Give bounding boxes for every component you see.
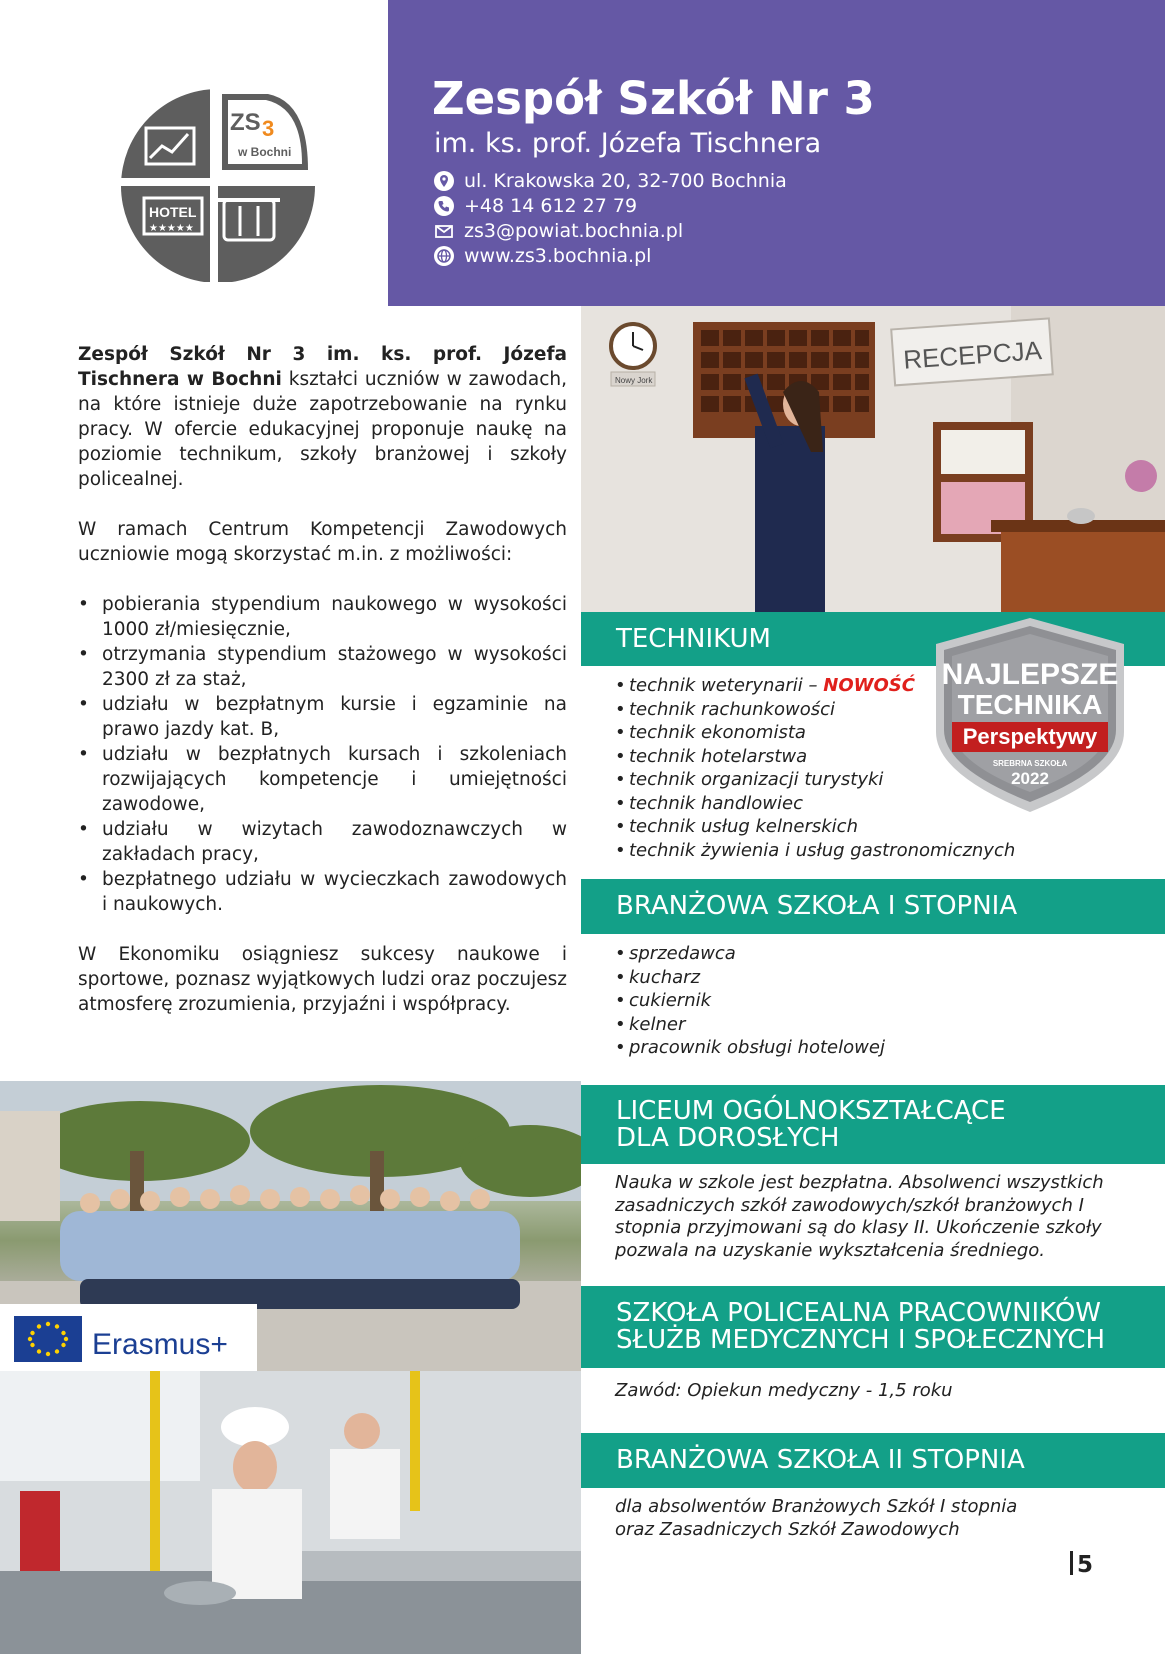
liceum-description: Nauka w szkole jest bezpłatna. Absolwenci wszystkich zasadniczych szkół zawodowych/szkół branżowych I stopnia przyjmowani są do klasy II. Ukończenie szkoły pozwala na uzyskanie wykształcenia średniego. <box>615 1172 1104 1261</box>
course-first: technik weterynarii – <box>629 675 824 696</box>
list-item: • cukiernik <box>615 989 885 1013</box>
policealna-heading-line2: SŁUŻB MEDYCZNYCH I SPOŁECZNYCH <box>616 1325 1106 1355</box>
liceum-heading-line1: LICEUM OGÓLNOKSZTAŁCĄCE <box>616 1095 1006 1126</box>
phone-text[interactable]: +48 14 612 27 79 <box>464 194 638 217</box>
contact-email <box>434 218 787 243</box>
list-item: • kelner <box>615 1013 885 1037</box>
globe-icon <box>434 246 454 266</box>
kitchen-photo <box>0 1371 581 1654</box>
branzowa-2-line1: dla absolwentów Branżowych Szkół I stopnia <box>615 1496 1018 1517</box>
list-item: • technik handlowiec <box>615 792 1015 816</box>
branzowa-1-heading: BRANŻOWA SZKOŁA I STOPNIA <box>581 879 1165 934</box>
technikum-heading: TECHNIKUM <box>581 612 1165 666</box>
list-item: • udziału w wizytach zawodoznawczych w zakładach pracy, <box>78 817 567 867</box>
new-badge: NOWOŚĆ <box>823 675 915 696</box>
logo-mark-number: 3 <box>262 116 275 141</box>
intro-closing: W Ekonomiku osiągniesz sukcesy naukowe i sportowe, poznasz wyjątkowych ludzi oraz poczujesz atmosferę zrozumienia, przyjaźni i współpracy. <box>78 944 567 1015</box>
envelope-icon <box>434 221 454 241</box>
contact-list <box>434 168 787 268</box>
reception-sign: RECEPCJA <box>902 335 1043 375</box>
benefits-list <box>78 592 567 917</box>
school-patron: im. ks. prof. Józefa Tischnera <box>434 128 822 159</box>
location-pin-icon <box>434 171 454 191</box>
erasmus-label: Erasmus+ <box>92 1328 228 1361</box>
policealna-description: Zawód: Opiekun medyczny - 1,5 roku <box>615 1380 953 1401</box>
badge-brand: Perspektywy <box>962 724 1098 749</box>
badge-year: 2022 <box>1011 769 1049 788</box>
clock-label: Nowy Jork <box>615 376 653 385</box>
list-item: • technik organizacji turystyki <box>615 768 1015 792</box>
kitchen-illustration <box>0 1371 581 1654</box>
intro-text <box>78 342 567 1042</box>
hotel-icon <box>144 198 202 234</box>
hotel-label: HOTEL <box>149 204 197 220</box>
list-item: • otrzymania stypendium stażowego w wysokości 2300 zł za staż, <box>78 642 567 692</box>
contact-website <box>434 243 787 268</box>
hotel-stars: ★★★★★ <box>149 223 194 234</box>
list-item: • technik żywienia i usług gastronomicznych <box>615 839 1015 863</box>
branzowa-2-heading: BRANŻOWA SZKOŁA II STOPNIA <box>581 1433 1165 1488</box>
policealna-heading <box>581 1286 1165 1368</box>
list-item: • pracownik obsługi hotelowej <box>615 1036 885 1060</box>
page-number-bar <box>1070 1551 1073 1575</box>
list-item: • technik ekonomista <box>615 721 1015 745</box>
list-item: • sprzedawca <box>615 942 885 966</box>
reception-photo <box>581 306 1165 612</box>
reception-illustration <box>581 306 1165 612</box>
email-link[interactable]: zs3@powiat.bochnia.pl <box>464 219 684 242</box>
branzowa-2-description <box>615 1496 1135 1541</box>
list-item: • technik usług kelnerskich <box>615 815 1015 839</box>
badge-line2: TECHNIKA <box>957 689 1103 720</box>
page-number-value: 5 <box>1077 1552 1094 1578</box>
school-logo <box>118 86 318 282</box>
eu-flag-icon <box>0 1304 257 1374</box>
website-link[interactable]: www.zs3.bochnia.pl <box>464 244 652 267</box>
policealna-heading-line1: SZKOŁA POLICEALNA PRACOWNIKÓW <box>616 1298 1101 1328</box>
list-item: • technik rachunkowości <box>615 698 1015 722</box>
liceum-heading-line2: DLA DOROSŁYCH <box>616 1122 840 1153</box>
list-item: • pobierania stypendium naukowego w wysokości 1000 zł/miesięcznie, <box>78 592 567 642</box>
contact-phone <box>434 193 787 218</box>
intro-ckz: W ramach Centrum Kompetencji Zawodowych uczniowie mogą skorzystać m.in. z możliwości: <box>78 519 567 565</box>
liceum-heading <box>581 1085 1165 1164</box>
list-item: • udziału w bezpłatnym kursie i egzaminie na prawo jazdy kat. B, <box>78 692 567 742</box>
school-name: Zespół Szkół Nr 3 <box>432 72 875 125</box>
list-item: • technik hotelarstwa <box>615 745 1015 769</box>
intro-lead <box>78 342 567 492</box>
intro-lead-bold: Zespół Szkół Nr 3 im. ks. prof. Józefa Tischnera w Bochni <box>78 344 567 390</box>
address-text: ul. Krakowska 20, 32-700 Bochnia <box>464 169 787 192</box>
branzowa-1-course-list <box>615 942 885 1060</box>
logo-location: w Bochni <box>238 145 292 159</box>
najlepsze-technika-badge <box>928 616 1132 814</box>
badge-line1: NAJLEPSZE <box>941 658 1119 691</box>
erasmus-logo <box>0 1304 257 1374</box>
list-item: • bezpłatnego udziału w wycieczkach zawodowych i naukowych. <box>78 867 567 917</box>
list-item: • udziału w bezpłatnych kursach i szkoleniach rozwijających kompetencje i umiejętności zawodowe, <box>78 742 567 817</box>
branzowa-2-line2: oraz Zasadniczych Szkół Zawodowych <box>615 1518 960 1540</box>
badge-award: SREBRNA SZKOŁA <box>992 759 1068 768</box>
intro-lead-rest: kształci uczniów w zawodach, na które istnieje duże zapotrzebowanie na rynku pracy. W ofercie edukacyjnej proponuje naukę na poziomie technikum, szkoły branżowej i szkoły policealnej. <box>78 369 567 490</box>
page-number <box>1070 1551 1093 1578</box>
phone-icon <box>434 196 454 216</box>
contact-address <box>434 168 787 193</box>
logo-mark: ZS <box>230 109 261 136</box>
list-item: • kucharz <box>615 966 885 990</box>
